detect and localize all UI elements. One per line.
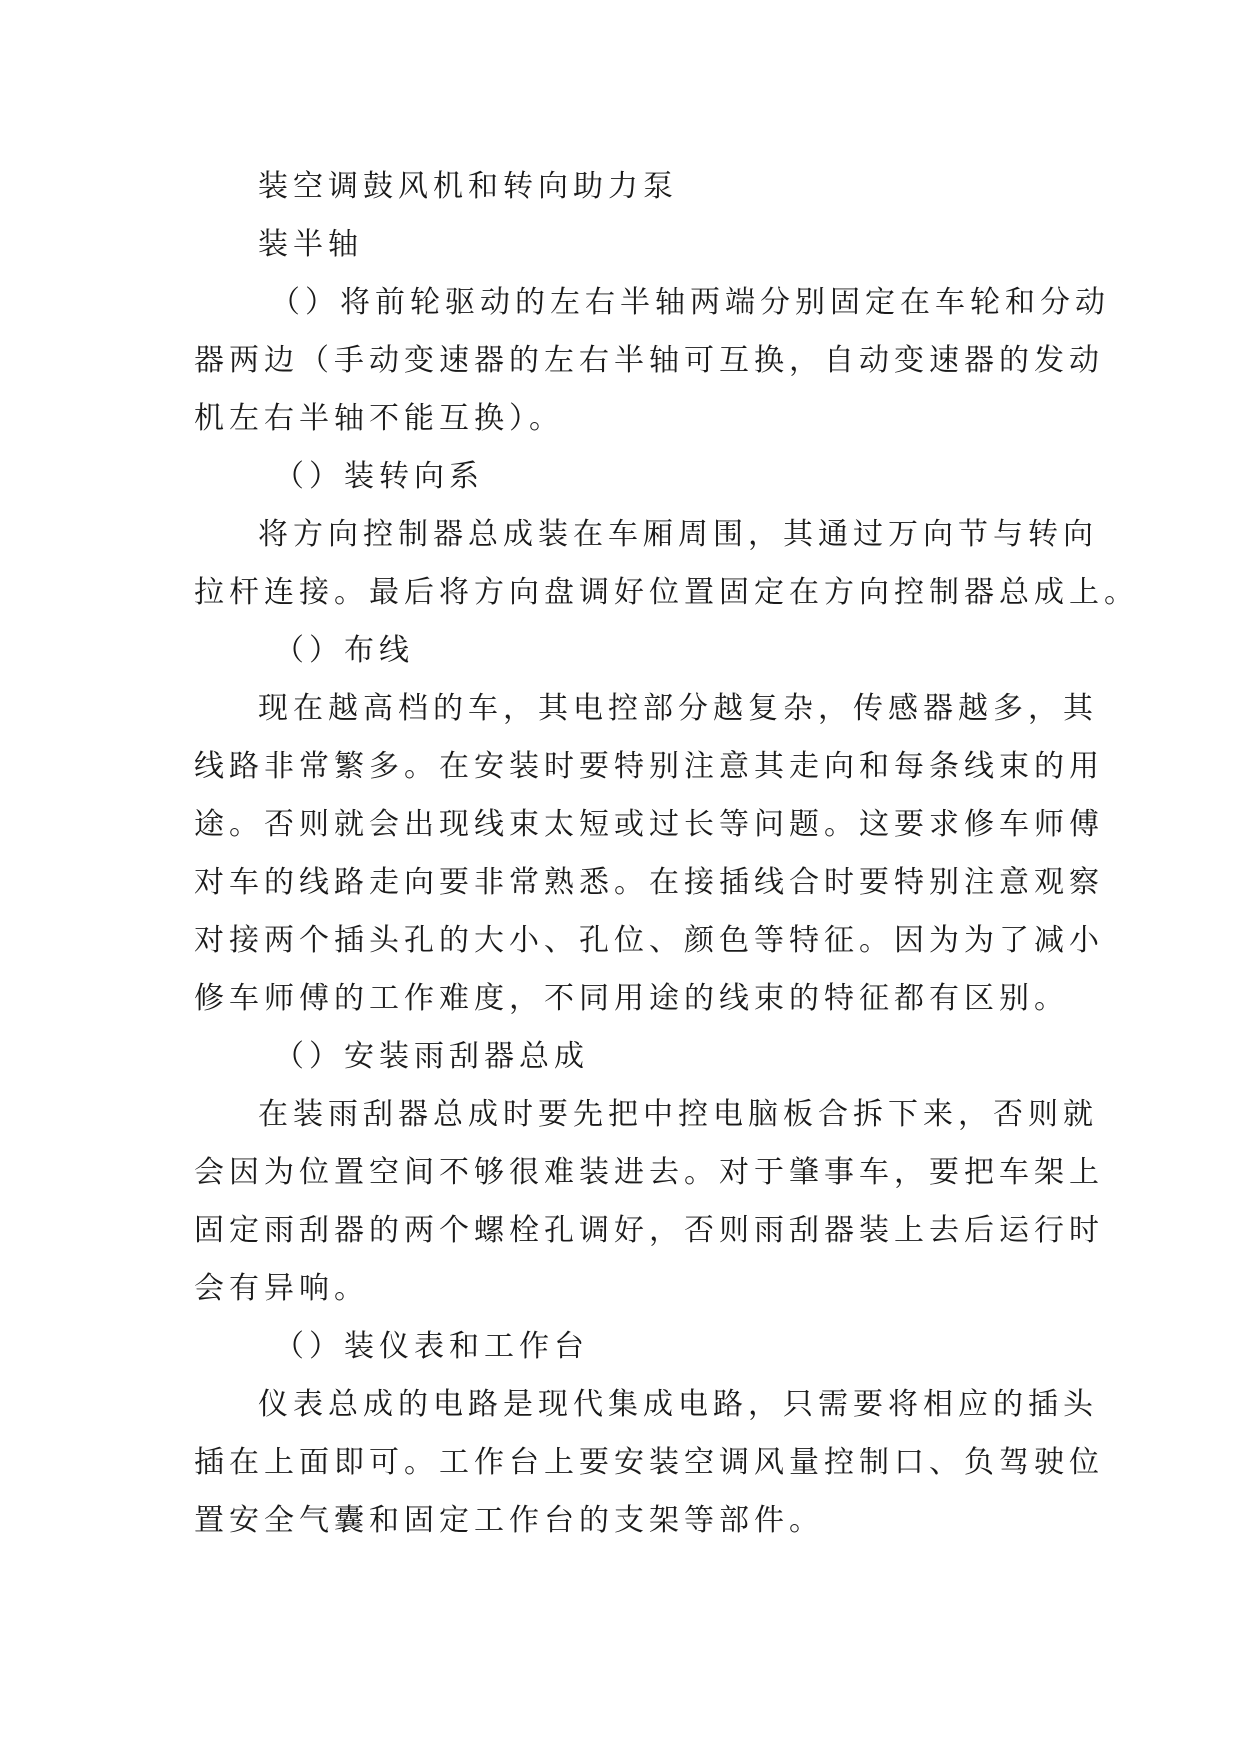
text-line: （）将前轮驱动的左右半轴两端分别固定在车轮和分动 (270, 285, 1110, 320)
text-line: 途。否则就会出现线束太短或过长等问题。这要求修车师傅 (194, 807, 1104, 842)
section-heading: （）布线 (274, 633, 414, 668)
text-line: 拉杆连接。最后将方向盘调好位置固定在方向控制器总成上。 (194, 575, 1139, 610)
section-heading: （）安装雨刮器总成 (274, 1039, 589, 1074)
text-line: 会因为位置空间不够很难装进去。对于肇事车，要把车架上 (194, 1155, 1104, 1190)
document-body (194, 158, 1139, 1550)
text-line: 线路非常繁多。在安装时要特别注意其走向和每条线束的用 (194, 749, 1104, 784)
section-heading: （）装转向系 (274, 459, 484, 494)
text-line: 插在上面即可。工作台上要安装空调风量控制口、负驾驶位 (194, 1445, 1104, 1480)
text-line: 会有异响。 (194, 1271, 369, 1306)
text-line: 修车师傅的工作难度，不同用途的线束的特征都有区别。 (194, 981, 1069, 1016)
text-line: 将方向控制器总成装在车厢周围，其通过万向节与转向 (258, 517, 1098, 552)
text-line: 机左右半轴不能互换）。 (194, 401, 564, 436)
text-line: 置安全气囊和固定工作台的支架等部件。 (194, 1503, 824, 1538)
text-line: 现在越高档的车，其电控部分越复杂，传感器越多，其 (258, 691, 1098, 726)
text-line: 装空调鼓风机和转向助力泵 (258, 169, 678, 204)
text-line: 仪表总成的电路是现代集成电路，只需要将相应的插头 (258, 1387, 1098, 1422)
section-heading: （）装仪表和工作台 (274, 1329, 589, 1364)
text-line: 在装雨刮器总成时要先把中控电脑板合拆下来，否则就 (258, 1097, 1098, 1132)
text-line: 器两边（手动变速器的左右半轴可互换，自动变速器的发动 (194, 343, 1104, 378)
text-line: 对车的线路走向要非常熟悉。在接插线合时要特别注意观察 (194, 865, 1104, 900)
text-line: 固定雨刮器的两个螺栓孔调好，否则雨刮器装上去后运行时 (194, 1213, 1104, 1248)
text-line: 对接两个插头孔的大小、孔位、颜色等特征。因为为了减小 (194, 923, 1104, 958)
section-heading: 装半轴 (258, 227, 363, 262)
